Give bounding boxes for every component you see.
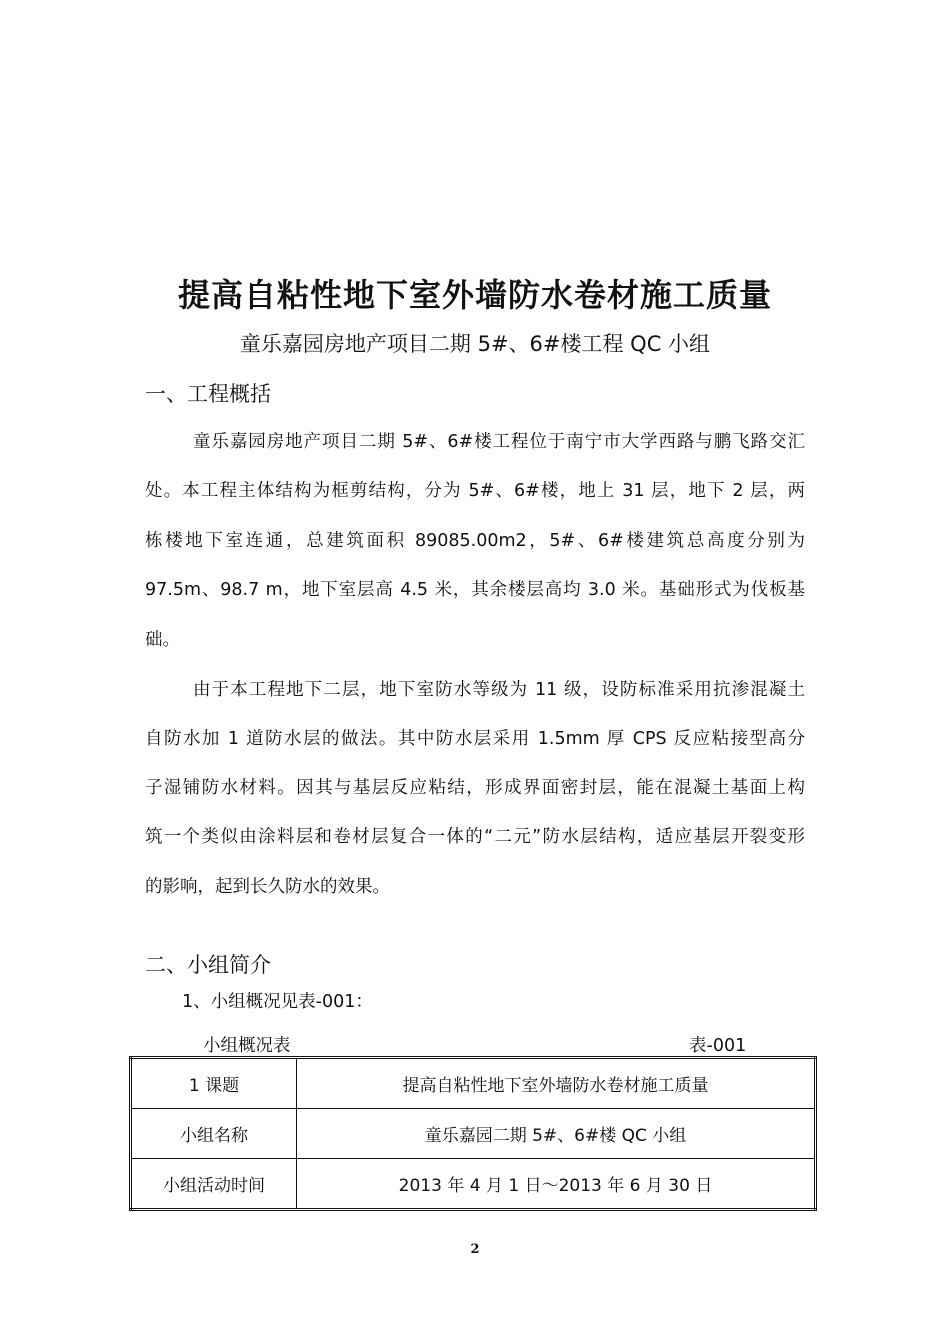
table-cell-label: 小组活动时间 [131, 1159, 297, 1210]
paragraph-line: 97.5m、98.7 m，地下室层高 4.5 米，其余楼层高均 3.0 米。基础形式为伐板基 [145, 580, 805, 600]
table-cell-value: 2013 年 4 月 1 日～2013 年 6 月 30 日 [297, 1159, 816, 1210]
group-intro-item: 1、小组概况见表-001： [182, 992, 373, 1012]
paragraph-line: 筑一个类似由涂料层和卷材层复合一体的“二元”防水层结构，适应基层开裂变形 [145, 827, 805, 847]
page-number: 2 [470, 1242, 480, 1257]
table-caption: 小组概况表 [203, 1036, 291, 1056]
table-row [131, 1109, 816, 1159]
paragraph-line: 栋楼地下室连通，总建筑面积 89085.00m2，5#、6#楼建筑总高度分别为 [145, 531, 805, 551]
section-heading-overview: 一、工程概括 [145, 382, 271, 406]
paragraph-line: 础。 [145, 630, 180, 650]
table-cell-value: 童乐嘉园二期 5#、6#楼 QC 小组 [297, 1109, 816, 1159]
paragraph-line: 处。本工程主体结构为框剪结构，分为 5#、6#楼，地上 31 层，地下 2 层，两 [145, 481, 805, 501]
document-title: 提高自粘性地下室外墙防水卷材施工质量 [177, 276, 772, 314]
table-cell-value: 提高自粘性地下室外墙防水卷材施工质量 [297, 1058, 816, 1109]
paragraph-line: 童乐嘉园房地产项目二期 5#、6#楼工程位于南宁市大学西路与鹏飞路交汇 [193, 432, 805, 452]
paragraph-line: 子湿铺防水材料。因其与基层反应粘结，形成界面密封层，能在混凝土基面上构 [145, 778, 805, 798]
table-row [131, 1058, 816, 1109]
paragraph-line: 自防水加 1 道防水层的做法。其中防水层采用 1.5mm 厚 CPS 反应粘接型高分 [145, 729, 805, 749]
table-cell-label: 1 课题 [131, 1058, 297, 1109]
paragraph-line: 的影响，起到长久防水的效果。 [145, 877, 390, 897]
document-subtitle: 童乐嘉园房地产项目二期 5#、6#楼工程 QC 小组 [239, 332, 711, 356]
table-number: 表-001 [689, 1036, 747, 1056]
paragraph-line: 由于本工程地下二层，地下室防水等级为 11 级，设防标准采用抗渗混凝土 [193, 680, 805, 700]
table-row [131, 1159, 816, 1210]
group-overview-table [129, 1056, 817, 1211]
section-heading-group-intro: 二、小组简介 [145, 953, 271, 977]
table-cell-label: 小组名称 [131, 1109, 297, 1159]
